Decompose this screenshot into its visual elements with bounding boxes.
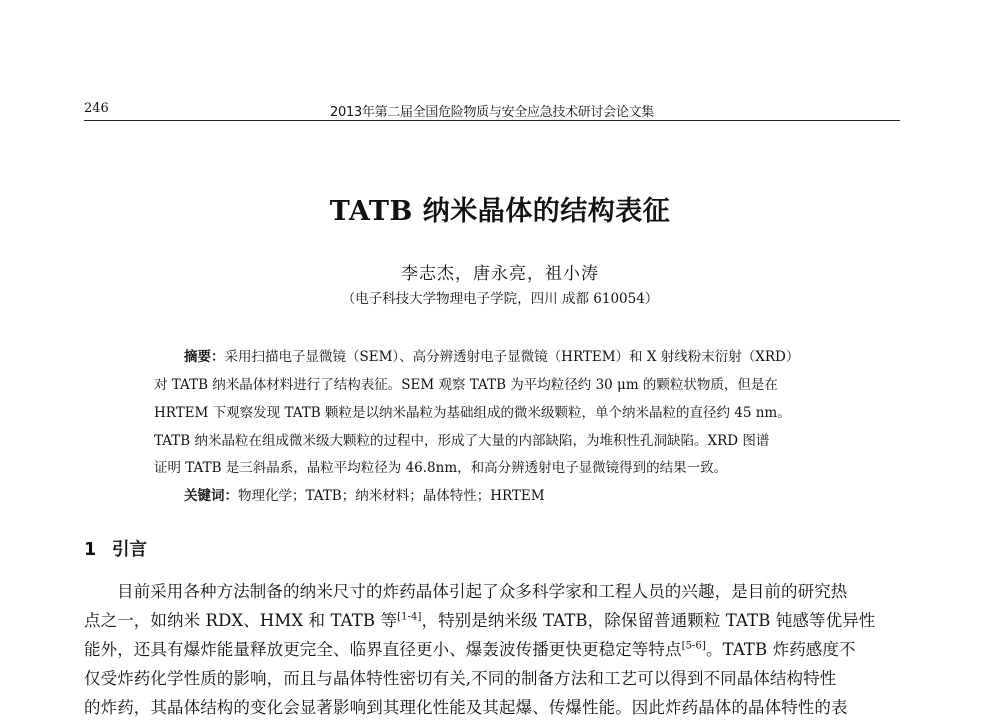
body-line	[84, 636, 856, 660]
abstract-line	[184, 345, 799, 365]
body-line	[84, 607, 875, 631]
citation: [1-4]	[397, 611, 422, 623]
affiliation: （电子科技大学物理电子学院，四川 成都 610054）	[341, 291, 659, 307]
body-text: 能外，还具有爆炸能量释放更完全、临界直径更小、爆轰波传播更快更稳定等特点	[84, 640, 682, 659]
abstract-line: TATB 纳米晶粒在组成微米级大颗粒的过程中，形成了大量的内部缺陷，为堆积性孔洞缺陷。XRD 图谱	[154, 433, 770, 449]
body-text: 点之一，如纳米 RDX、HMX 和 TATB 等	[84, 611, 398, 630]
abstract-line: 对 TATB 纳米晶体材料进行了结构表征。SEM 观察 TATB 为平均粒径约 30 μm 的颗粒状物质，但是在	[154, 377, 778, 393]
body-text: 。TATB 炸药感度不	[706, 640, 856, 659]
page-number: 246	[84, 101, 109, 116]
section-title: 引言	[112, 540, 147, 560]
citation: [5-6]	[681, 640, 707, 652]
section-heading	[84, 536, 147, 561]
abstract-text: 采用扫描电子显微镜（SEM）、高分辨透射电子显微镜（HRTEM）和 X 射线粉末衍射（XRD）	[224, 349, 800, 365]
body-line: 的炸药，其晶体结构的变化会显著影响到其理化性能及其起爆、传爆性能。因此炸药晶体的晶体特性的表	[84, 698, 848, 717]
abstract-label: 摘要：	[184, 349, 225, 365]
running-header	[84, 100, 900, 121]
keywords-line	[184, 484, 545, 504]
body-line: 目前采用各种方法制备的纳米尺寸的炸药晶体引起了众多科学家和工程人员的兴趣，是目前的研究热	[117, 582, 848, 601]
section-number: 1	[84, 540, 97, 560]
running-title: 2013年第二届全国危险物质与安全应急技术研讨会论文集	[330, 105, 654, 120]
body-text: ，特别是纳米级 TATB，除保留普通颗粒 TATB 钝感等优异性	[421, 611, 876, 630]
authors: 李志杰，唐永亮，祖小涛	[401, 264, 599, 284]
keywords-label: 关键词：	[184, 488, 238, 504]
paper-title: TATB 纳米晶体的结构表征	[329, 196, 671, 227]
abstract-line: 证明 TATB 是三斜晶系，晶粒平均粒径为 46.8nm，和高分辨透射电子显微镜得到的结果一致。	[154, 460, 728, 476]
body-line: 仅受炸药化学性质的影响，而且与晶体特性密切有关,不同的制备方法和工艺可以得到不同晶体结构特性	[84, 669, 837, 688]
abstract-line: HRTEM 下观察发现 TATB 颗粒是以纳米晶粒为基础组成的微米级颗粒，单个纳米晶粒的直径约 45 nm。	[154, 405, 791, 421]
keywords-text: 物理化学；TATB；纳米材料；晶体特性；HRTEM	[238, 488, 545, 504]
